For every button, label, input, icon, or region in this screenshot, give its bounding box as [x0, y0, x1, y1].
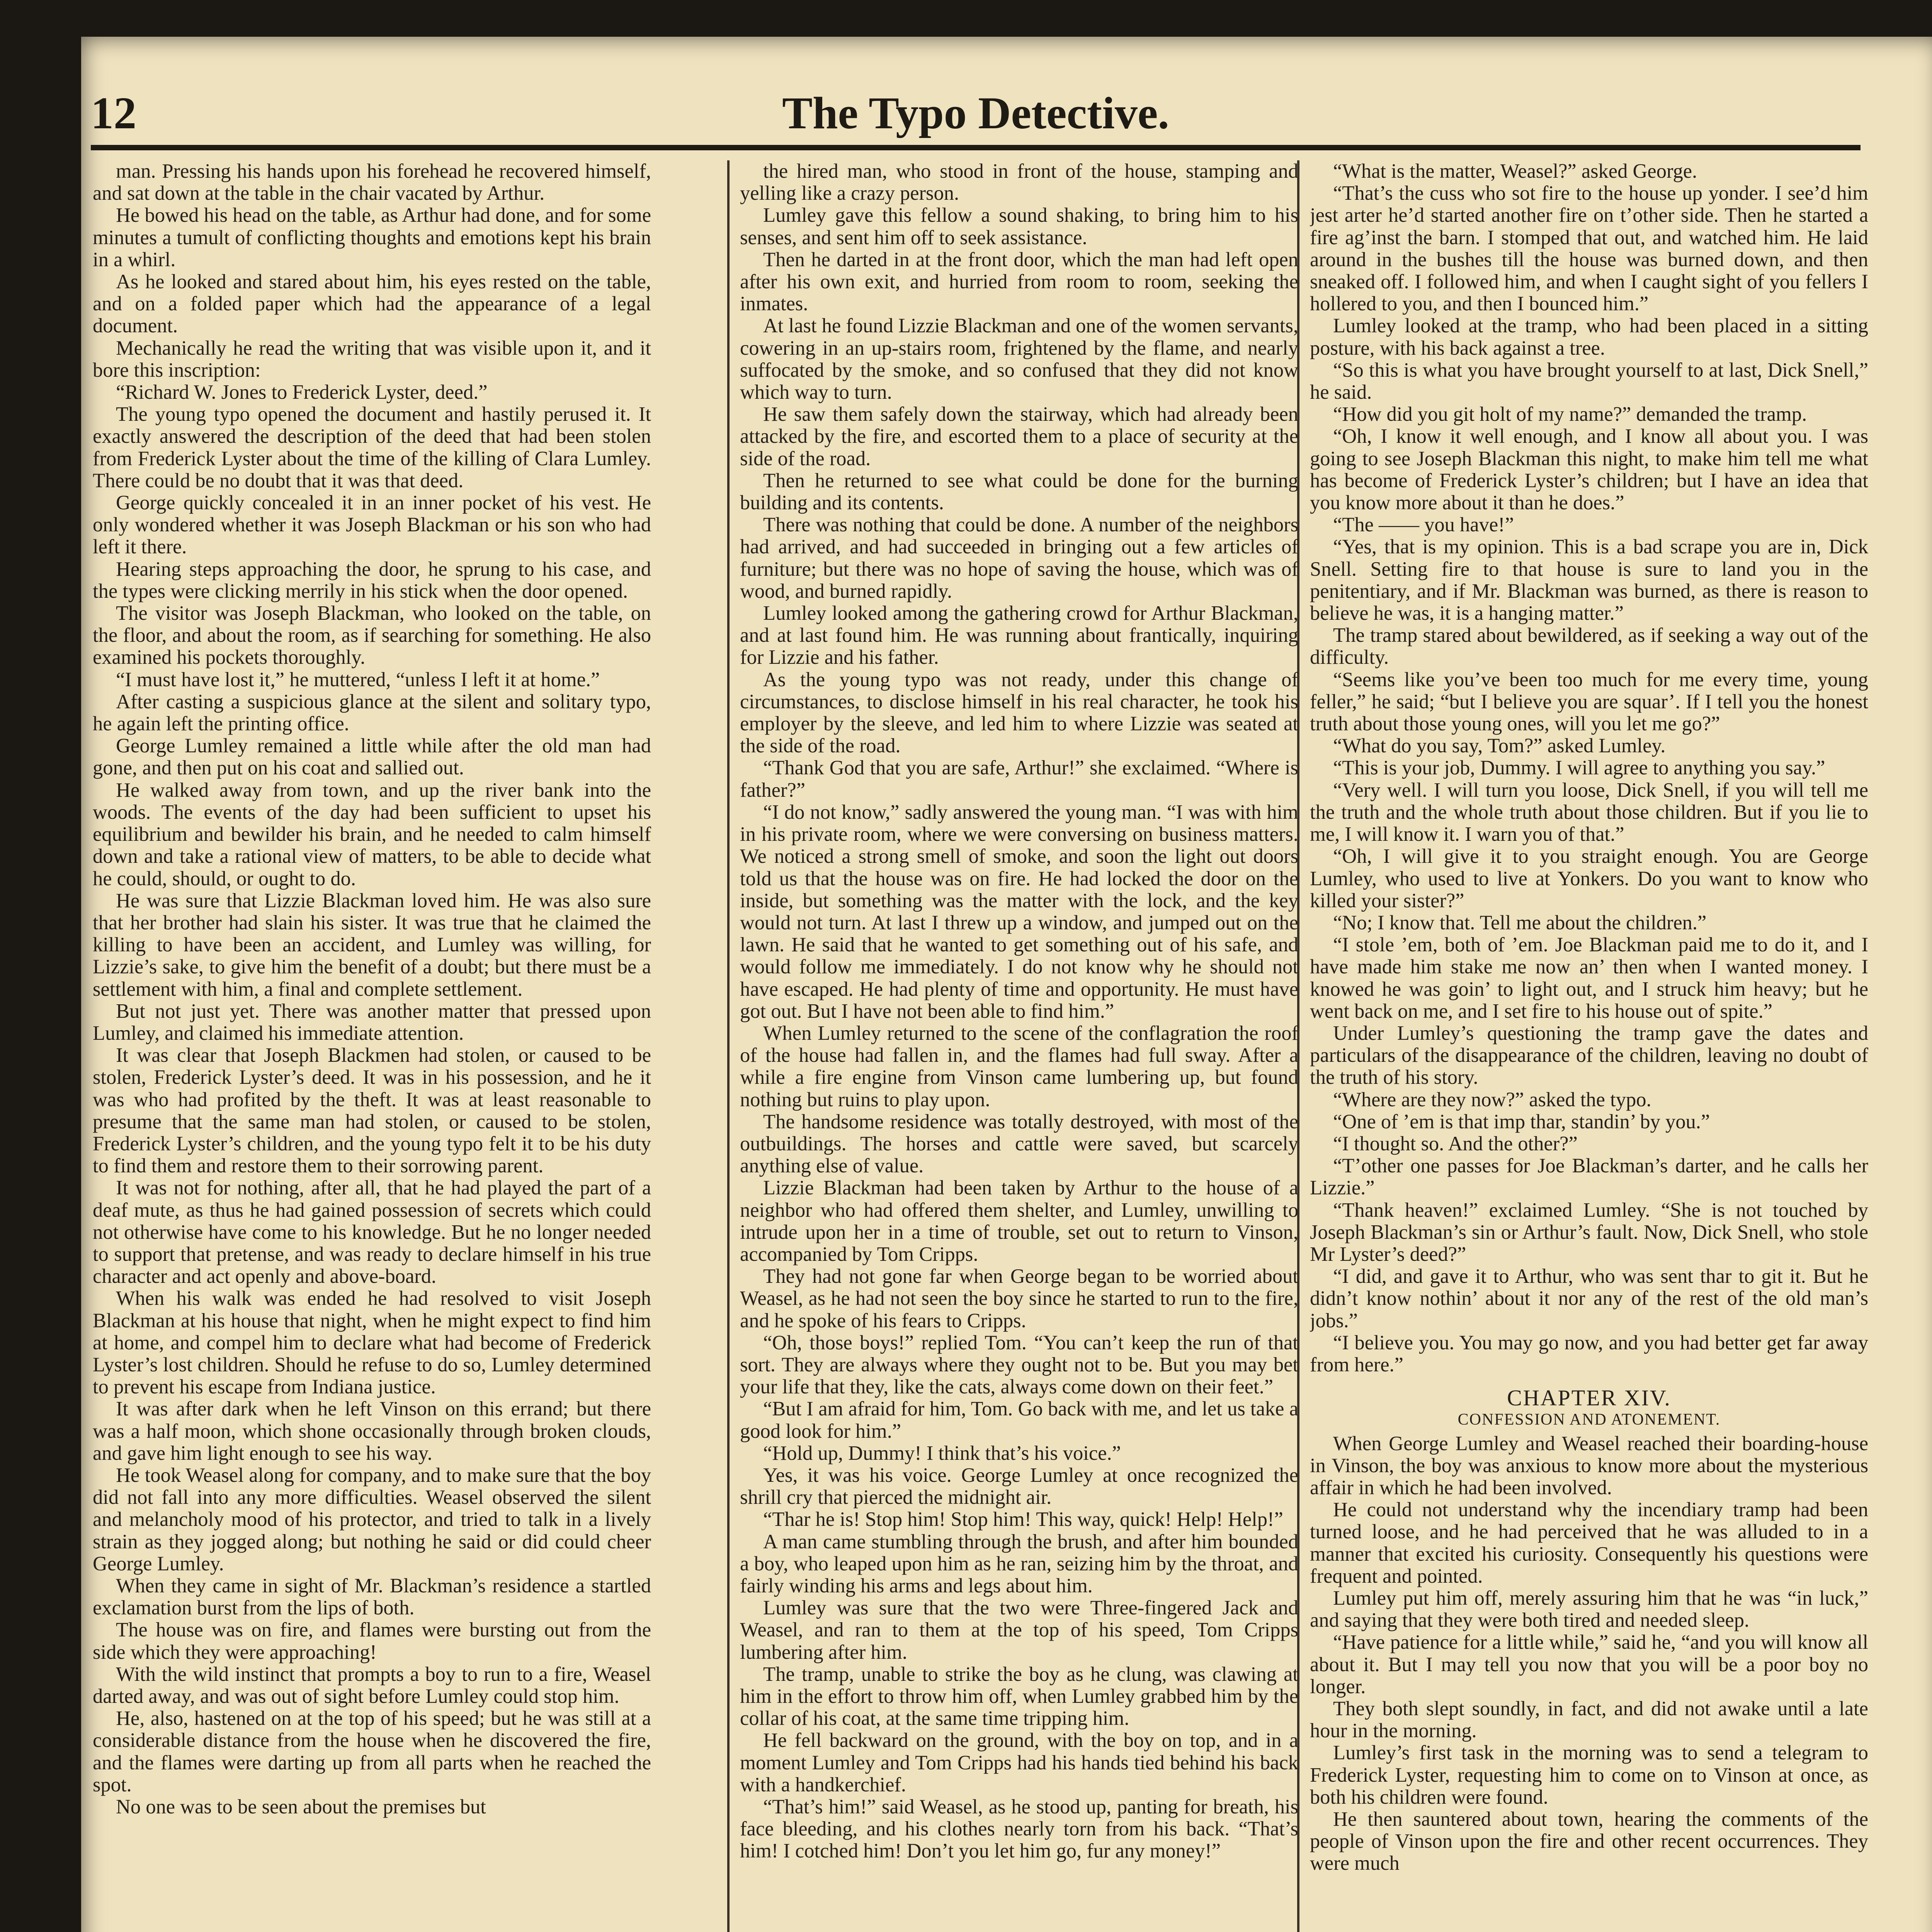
paragraph: Lumley was sure that the two were Three-fingered Jack and Weasel, and ran to them at the top of his speed, Tom Cripps lumbering after him.	[740, 1597, 1298, 1663]
paragraph: Then he returned to see what could be done for the burning building and its contents.	[740, 469, 1298, 514]
paragraph: man. Pressing his hands upon his forehead he recovered himself, and sat down at the table in the chair vacated by Arthur.	[93, 160, 651, 205]
text-column-3	[1310, 160, 1868, 1932]
paragraph: “One of ’em is that imp thar, standin’ by you.”	[1333, 1110, 1710, 1133]
paragraph: At last he found Lizzie Blackman and one of the women servants, cowering in an up-stairs room, frightened by the flame, and nearly suffocated by the smoke, and so confused that they did not know which way to turn.	[740, 315, 1298, 404]
paragraph: The young typo opened the document and hastily perused it. It exactly answered the description of the deed that had been stolen from Frederick Lyster about the time of the killing of Clara Lumley. There could be no doubt that it was that deed.	[93, 403, 651, 492]
paragraph: “I believe you. You may go now, and you had better get far away from here.”	[1310, 1331, 1868, 1376]
paragraph: “I must have lost it,” he muttered, “unless I left it at home.”	[116, 668, 600, 691]
paragraph: the hired man, who stood in front of the house, stamping and yelling like a crazy person.	[740, 160, 1298, 205]
paragraph: He took Weasel along for company, and to make sure that the boy did not fall into any more difficulties. Weasel observed the silent and melancholy mood of his protector, and tried to talk in a lively strain as they jogged along; but nothing he said or did could cheer George Lumley.	[93, 1464, 651, 1575]
paragraph: Lumley put him off, merely assuring him that he was “in luck,” and saying that they were both tired and needed sleep.	[1310, 1587, 1868, 1632]
paragraph: Lumley looked at the tramp, who had been placed in a sitting posture, with his back against a tree.	[1310, 315, 1868, 359]
paragraph: When his walk was ended he had resolved to visit Joseph Blackman at his house that night, when he might expect to find him at home, and compel him to declare what had become of Frederick Lyster’s lost children. Should he refuse to do so, Lumley determined to prevent his escape from Indiana justice.	[93, 1287, 651, 1398]
paragraph: “Hold up, Dummy! I think that’s his voice.”	[763, 1442, 1121, 1464]
paragraph: Mechanically he read the writing that was visible upon it, and it bore this inscription:	[93, 337, 651, 381]
paragraph: “The —— you have!”	[1333, 514, 1514, 536]
paragraph: It was clear that Joseph Blackmen had stolen, or caused to be stolen, Frederick Lyster’s deed. It was in his possession, and he it was who had profited by the theft. It was at least reasonable to presume that the same man had stolen, or caused to be stolen, Frederick Lyster’s children, and the young typo felt it to be his duty to find them and restore them to their sorrowing parent.	[93, 1044, 651, 1177]
paragraph: “Richard W. Jones to Frederick Lyster, deed.”	[116, 381, 488, 404]
paragraph: He walked away from town, and up the river bank into the woods. The events of the day had been sufficient to upset his equilibrium and bewilder his brain, and he needed to calm himself down and take a rational view of matters, to be able to decide what he could, should, or ought to do.	[93, 779, 651, 890]
running-title: The Typo Detective.	[782, 88, 1169, 138]
paragraph: “Yes, that is my opinion. This is a bad scrape you are in, Dick Snell. Setting fire to that house is sure to land you in the penitentiary, and if Mr. Blackman was burned, as there is reason to believe he was, it is a hanging matter.”	[1310, 536, 1868, 625]
paragraph: Lumley looked among the gathering crowd for Arthur Blackman, and at last found him. He was running about frantically, inquiring for Lizzie and his father.	[740, 602, 1298, 669]
paragraph: “Thank God that you are safe, Arthur!” she exclaimed. “Where is father?”	[740, 757, 1298, 801]
paragraph: They both slept soundly, in fact, and did not awake until a late hour in the morning.	[1310, 1697, 1868, 1742]
paragraph: He was sure that Lizzie Blackman loved him. He was also sure that her brother had slain his sister. It was true that he claimed the killing to have been an accident, and Lumley was willing, for Lizzie’s sake, to give him the benefit of a doubt; but there must be a settlement with him, a final and complete settlement.	[93, 889, 651, 1000]
paragraph: “No; I know that. Tell me about the children.”	[1333, 911, 1707, 934]
chapter-subtitle: CONFESSION AND ATONEMENT.	[1458, 1411, 1721, 1429]
paragraph: After casting a suspicious glance at the silent and solitary typo, he again left the printing office.	[93, 690, 651, 735]
paragraph: “I did, and gave it to Arthur, who was sent thar to git it. But he didn’t know nothin’ about it nor any of the rest of the old man’s jobs.”	[1310, 1265, 1868, 1332]
paragraph: But not just yet. There was another matter that pressed upon Lumley, and claimed his immediate attention.	[93, 1000, 651, 1044]
page-number: 12	[91, 88, 136, 138]
paragraph: He saw them safely down the stairway, which had already been attacked by the fire, and escorted them to a place of security at the side of the road.	[740, 403, 1298, 470]
paragraph: George quickly concealed it in an inner pocket of his vest. He only wondered whether it was Joseph Blackman or his son who had left it there.	[93, 492, 651, 558]
paragraph: A man came stumbling through the brush, and after him bounded a boy, who leaped upon him as he ran, seizing him by the throat, and fairly winding his arms and legs about him.	[740, 1530, 1298, 1597]
paragraph: “How did you git holt of my name?” demanded the tramp.	[1333, 403, 1807, 426]
page-header	[91, 71, 1861, 150]
chapter-body	[1310, 1433, 1868, 1875]
paragraph: “I do not know,” sadly answered the young man. “I was with him in his private room, where we were conversing on business matters. We noticed a strong smell of smoke, and soon the light out doors told us that the house was on fire. He had locked the door on the inside, but something was the matter with the lock, and the key would not turn. At last I threw up a window, and jumped out on the lawn. He said that he wanted to get something out of his safe, and would follow me immediately. I do not know why he should not have escaped. He had plenty of time and opportunity. He must have got out. But I have not been able to find him.”	[740, 801, 1298, 1022]
chapter-title: CHAPTER XIV.	[1507, 1385, 1671, 1411]
paragraph: The visitor was Joseph Blackman, who looked on the table, on the floor, and about the room, as if searching for something. He also examined his pockets thoroughly.	[93, 602, 651, 669]
paragraph: “But I am afraid for him, Tom. Go back with me, and let us take a good look for him.”	[740, 1398, 1298, 1442]
paragraph: He then sauntered about town, hearing the comments of the people of Vinson upon the fire and other recent occurrences. They were much	[1310, 1808, 1868, 1875]
paragraph: Under Lumley’s questioning the tramp gave the dates and particulars of the disappearance of the children, leaving no doubt of the truth of his story.	[1310, 1022, 1868, 1089]
paragraph: The tramp stared about bewildered, as if seeking a way out of the difficulty.	[1310, 624, 1868, 669]
paragraph: “What is the matter, Weasel?” asked George.	[1333, 160, 1697, 182]
paragraph: “Thank heaven!” exclaimed Lumley. “She is not touched by Joseph Blackman’s sin or Arthur’s fault. Now, Dick Snell, who stole Mr Lyster’s deed?”	[1310, 1199, 1868, 1265]
paragraph: He bowed his head on the table, as Arthur had done, and for some minutes a tumult of conflicting thoughts and emotions kept his brain in a whirl.	[93, 204, 651, 271]
paragraph: They had not gone far when George began to be worried about Weasel, as he had not seen the boy since he started to run to the fire, and he spoke of his fears to Cripps.	[740, 1265, 1298, 1332]
paragraph: “Where are they now?” asked the typo.	[1333, 1088, 1651, 1111]
paragraph: George Lumley remained a little while after the old man had gone, and then put on his coat and sallied out.	[93, 735, 651, 779]
paragraph: As he looked and stared about him, his eyes rested on the table, and on a folded paper which had the appearance of a legal document.	[93, 270, 651, 337]
paragraph: With the wild instinct that prompts a boy to run to a fire, Weasel darted away, and was out of sight before Lumley could stop him.	[93, 1663, 651, 1708]
paragraph: It was after dark when he left Vinson on this errand; but there was a half moon, which shone occasionally through broken clouds, and gave him light enough to see his way.	[93, 1398, 651, 1464]
paragraph: “Oh, those boys!” replied Tom. “You can’t keep the run of that sort. They are always where they ought not to be. But you may bet your life that they, like the cats, always come down on their feet.”	[740, 1331, 1298, 1398]
paragraph: “Seems like you’ve been too much for me every time, young feller,” he said; “but I believe you are squar’. If I tell you the honest truth about those young ones, will you let me go?”	[1310, 668, 1868, 735]
paragraph: “Very well. I will turn you loose, Dick Snell, if you will tell me the truth and the whole truth about those children. But if you lie to me, I will know it. I warn you of that.”	[1310, 779, 1868, 846]
paragraph: “I stole ’em, both of ’em. Joe Blackman paid me to do it, and I have made him stake me now an’ then when I wanted money. I knowed he was goin’ to light out, and I struck him heavy; but he went back on me, and I set fire to his house out of spite.”	[1310, 934, 1868, 1022]
paragraph: The tramp, unable to strike the boy as he clung, was clawing at him in the effort to throw him off, when Lumley grabbed him by the collar of his coat, at the same time tripping him.	[740, 1663, 1298, 1730]
paragraph: As the young typo was not ready, under this change of circumstances, to disclose himself in his real character, he took his employer by the sleeve, and led him to where Lizzie was seated at the side of the road.	[740, 668, 1298, 757]
paragraph: “T’other one passes for Joe Blackman’s darter, and he calls her Lizzie.”	[1310, 1155, 1868, 1199]
column-rule	[727, 160, 730, 1932]
paragraph: There was nothing that could be done. A number of the neighbors had arrived, and had succeeded in bringing out a few articles of furniture; but there was no hope of saving the house, which was of wood, and burned rapidly.	[740, 514, 1298, 602]
paragraph: Lumley’s first task in the morning was to send a telegram to Frederick Lyster, requesting him to come on to Vinson at once, as both his children were found.	[1310, 1742, 1868, 1808]
paragraph: When they came in sight of Mr. Blackman’s residence a startled exclamation burst from the lips of both.	[93, 1575, 651, 1619]
paragraph: No one was to be seen about the premises but	[116, 1796, 486, 1818]
paragraph: “Have patience for a little while,” said he, “and you will know all about it. But I may tell you now that you will be a poor boy no longer.	[1310, 1631, 1868, 1698]
paragraph: Lizzie Blackman had been taken by Arthur to the house of a neighbor who had offered them shelter, and Lumley, unwilling to intrude upon her in a time of trouble, set out to return to Vinson, accompanied by Tom Cripps.	[740, 1177, 1298, 1265]
paragraph: Then he darted in at the front door, which the man had left open after his own exit, and hurried from room to room, seeking the inmates.	[740, 248, 1298, 315]
paragraph: “Oh, I will give it to you straight enough. You are George Lumley, who used to live at Yonkers. Do you want to know who killed your sister?”	[1310, 845, 1868, 912]
paragraph: “So this is what you have brought yourself to at last, Dick Snell,” he said.	[1310, 359, 1868, 404]
paragraph: The handsome residence was totally destroyed, with most of the outbuildings. The horses and cattle were saved, but scarcely anything else of value.	[740, 1110, 1298, 1177]
paragraph: “That’s him!” said Weasel, as he stood up, panting for breath, his face bleeding, and his clothes nearly torn from his back. “That’s him! I cotched him! Don’t you let him go, fur any money!”	[740, 1796, 1298, 1862]
paragraph: It was not for nothing, after all, that he had played the part of a deaf mute, as thus he had gained possession of secrets which could not otherwise have come to his knowledge. But he no longer needed to support that pretense, and was ready to declare himself in his true character and act openly and above-board.	[93, 1177, 651, 1288]
text-column-1	[93, 160, 651, 1932]
paragraph: When Lumley returned to the scene of the conflagration the roof of the house had fallen in, and the flames had full sway. After a while a fire engine from Vinson came lumbering up, but found nothing but ruins to play upon.	[740, 1022, 1298, 1111]
paragraph: “This is your job, Dummy. I will agree to anything you say.”	[1333, 757, 1825, 779]
paragraph: “What do you say, Tom?” asked Lumley.	[1333, 735, 1666, 757]
paragraph: “Oh, I know it well enough, and I know all about you. I was going to see Joseph Blackman this night, to make him tell me what has become of Frederick Lyster’s children; but I have an idea that you know more about it than he does.”	[1310, 425, 1868, 514]
paragraph: Hearing steps approaching the door, he sprung to his case, and the types were clicking merrily in his stick when the door opened.	[93, 558, 651, 602]
text-column-2	[740, 160, 1298, 1932]
paragraph: Lumley gave this fellow a sound shaking, to bring him to his senses, and sent him off to seek assistance.	[740, 204, 1298, 249]
paragraph: “Thar he is! Stop him! Stop him! This way, quick! Help! Help!”	[763, 1508, 1283, 1531]
paragraph: “I thought so. And the other?”	[1333, 1132, 1578, 1155]
paragraph: “That’s the cuss who sot fire to the house up yonder. I see’d him jest arter he’d started another fire on t’other side. Then he started a fire ag’inst the barn. I stomped that out, and watched him. He laid around in the bushes till the house was burned down, and then sneaked off. I followed him, and when I caught sight of you fellers I hollered to you, and then I bounced him.”	[1310, 182, 1868, 315]
paragraph: He fell backward on the ground, with the boy on top, and in a moment Lumley and Tom Cripps had his hands tied behind his back with a handkerchief.	[740, 1729, 1298, 1796]
paragraph: Yes, it was his voice. George Lumley at once recognized the shrill cry that pierced the midnight air.	[740, 1464, 1298, 1509]
paragraph: When George Lumley and Weasel reached their boarding-house in Vinson, the boy was anxious to know more about the mysterious affair in which he had been involved.	[1310, 1432, 1868, 1499]
paragraph: The house was on fire, and flames were bursting out from the side which they were approaching!	[93, 1619, 651, 1663]
paragraph: He could not understand why the incendiary tramp had been turned loose, and he had perceived that he was alluded to in a manner that excited his curiosity. Consequently his questions were frequent and pointed.	[1310, 1498, 1868, 1587]
col3-body	[1310, 160, 1868, 1376]
paragraph: He, also, hastened on at the top of his speed; but he was still at a considerable distance from the house when he discovered the fire, and the flames were darting up from all parts when he reached the spot.	[93, 1707, 651, 1796]
